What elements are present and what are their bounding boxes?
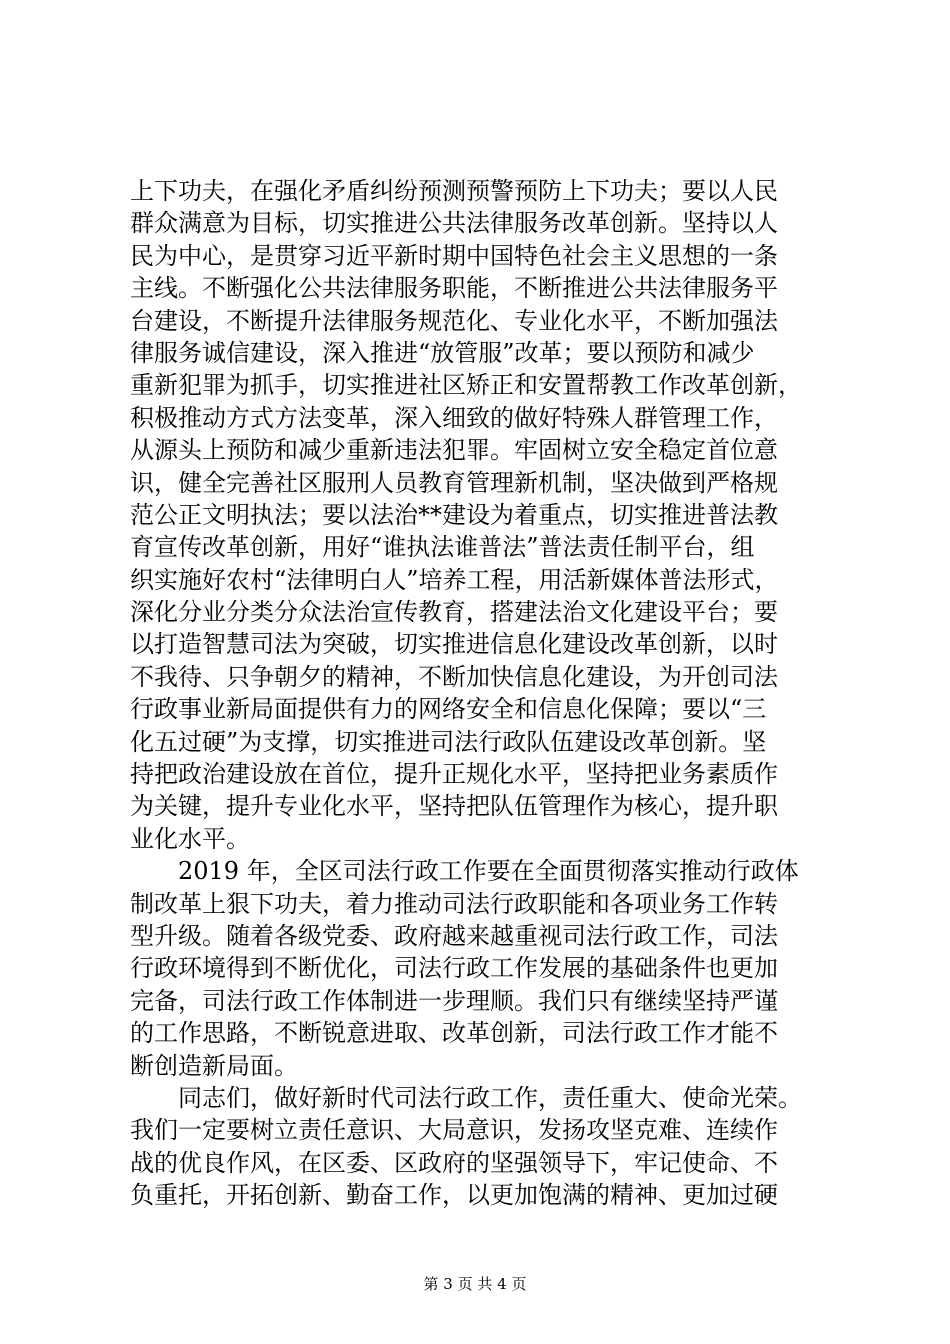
- text-line: 业化水平。: [130, 824, 250, 853]
- text-line: 制改革上狠下功夫，着力推动司法行政职能和各项业务工作转: [130, 889, 778, 918]
- text-line: 群众满意为目标，切实推进公共法律服务改革创新。坚持以人: [130, 209, 778, 238]
- text-line: 完备，司法行政工作体制进一步理顺。我们只有继续坚持严谨: [130, 986, 778, 1015]
- text-line: 育宣传改革创新，用好“谁执法谁普法”普法责任制平台，组: [130, 533, 755, 562]
- text-line: 主线。不断强化公共法律服务职能，不断推进公共法律服务平: [130, 274, 778, 303]
- text-line: 负重托，开拓创新、勤奋工作，以更加饱满的精神、更加过硬: [130, 1181, 778, 1210]
- text-line: 深化分业分类分众法治宣传教育，搭建法治文化建设平台；要: [130, 598, 778, 627]
- text-line: 型升级。随着各级党委、政府越来越重视司法行政工作，司法: [130, 921, 778, 950]
- text-line: 为关键，提升专业化水平，坚持把队伍管理作为核心，提升职: [130, 792, 778, 821]
- text-line: 民为中心，是贯穿习近平新时期中国特色社会主义思想的一条: [130, 241, 778, 270]
- text-line: 2019 年，全区司法行政工作要在全面贯彻落实推动行政体: [130, 857, 799, 886]
- text-line: 织实施好农村“法律明白人”培养工程，用活新媒体普法形式，: [130, 565, 779, 594]
- text-line: 识，健全完善社区服刑人员教育管理新机制，坚决做到严格规: [130, 468, 778, 497]
- text-line: 行政事业新局面提供有力的网络安全和信息化保障；要以“三: [130, 695, 767, 724]
- text-line: 重新犯罪为抓手，切实推进社区矫正和安置帮教工作改革创新，: [130, 371, 802, 400]
- text-line: 范公正文明执法；要以法治**建设为着重点，切实推进普法教: [130, 500, 778, 529]
- text-line: 的工作思路，不断锐意进取、改革创新，司法行政工作才能不: [130, 1019, 778, 1048]
- text-line: 以打造智慧司法为突破，切实推进信息化建设改革创新，以时: [130, 630, 778, 659]
- text-line: 持把政治建设放在首位，提升正规化水平，坚持把业务素质作: [130, 760, 778, 789]
- text-line: 同志们，做好新时代司法行政工作，责任重大、使命光荣。: [130, 1083, 802, 1112]
- text-line: 台建设，不断提升法律服务规范化、专业化水平，不断加强法: [130, 306, 778, 335]
- text-line: 积极推动方式方法变革，深入细致的做好特殊人群管理工作，: [130, 403, 778, 432]
- text-line: 律服务诚信建设，深入推进“放管服”改革；要以预防和减少: [130, 338, 755, 367]
- body-text: [130, 175, 830, 1212]
- text-line: 我们一定要树立责任意识、大局意识，发扬攻坚克难、连续作: [130, 1116, 778, 1145]
- text-line: 从源头上预防和减少重新违法犯罪。牢固树立安全稳定首位意: [130, 436, 778, 465]
- text-line: 不我待、只争朝夕的精神，不断加快信息化建设，为开创司法: [130, 662, 778, 691]
- text-line: 上下功夫，在强化矛盾纠纷预测预警预防上下功夫；要以人民: [130, 177, 778, 205]
- text-line: 战的优良作风，在区委、区政府的坚强领导下，牢记使命、不: [130, 1148, 778, 1177]
- text-line: 行政环境得到不断优化，司法行政工作发展的基础条件也更加: [130, 954, 778, 983]
- page-footer: 第 3 页 共 4 页: [423, 1275, 527, 1293]
- text-line: 断创造新局面。: [130, 1051, 298, 1080]
- text-line: 化五过硬”为支撑，切实推进司法行政队伍建设改革创新。坚: [130, 727, 767, 756]
